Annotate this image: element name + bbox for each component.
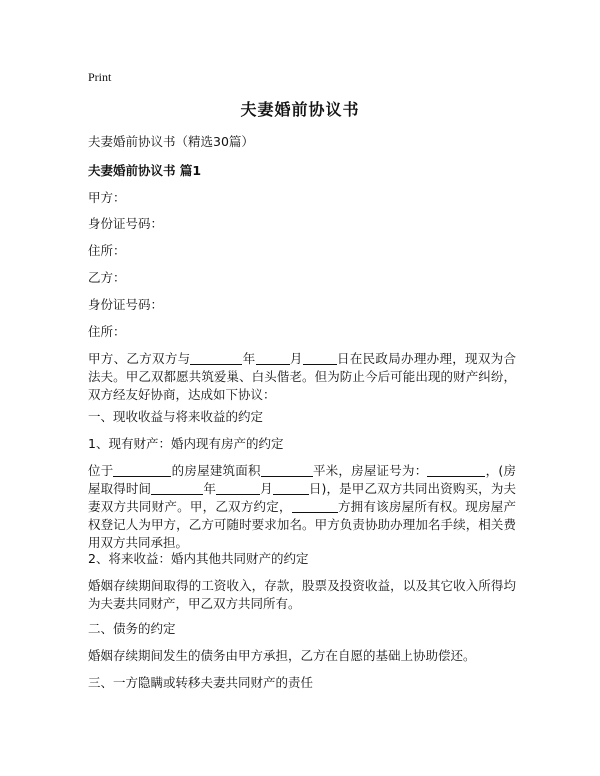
house-text: ，(房屋取得时间 [88,463,516,496]
blank-line [151,482,203,495]
intro-text: 月 [289,351,303,366]
clause-heading: 一、现收收益与将来收益的约定 [88,409,264,424]
blank-line [273,482,309,495]
intro-text: 年 [242,351,256,366]
house-text: 日)，是甲乙双方共同出资购买，为夫妻双方共同财产。甲，乙双方约定， [88,481,516,514]
intro-paragraph [88,350,516,404]
blank-line [256,352,290,365]
house-text: 月 [259,481,273,496]
blank-line [216,482,260,495]
house-text: 的房屋建筑面积 [171,463,261,478]
party-a-id-label: 身份证号码： [88,216,164,231]
clause-heading: 三、一方隐瞒或转移夫妻共同财产的责任 [88,675,314,690]
party-b-id-label: 身份证号码： [88,297,164,312]
blank-line [303,352,337,365]
house-text: 位于 [88,463,114,478]
print-link[interactable]: Print [88,70,112,84]
party-b-label: 乙方： [88,270,126,285]
clause-subheading: 1、现有财产：婚内现有房产的约定 [88,436,284,451]
house-text: 方拥有该房屋所有权。现房屋产权登记人为甲方，乙方可随时要求加名。甲方负责协助办理加名手续，相关费用双方共同承担。 [88,499,516,550]
house-paragraph [88,462,516,552]
intro-text: 日在民政局办理办理，现双为合法夫。甲乙双都愿共筑爱巢、白头偕老。但为防止今后可能出现的财产纠纷，双方经友好协商，达成如下协议： [88,351,516,402]
debt-paragraph: 婚姻存续期间发生的债务由甲方承担，乙方在自愿的基础上协助偿还。 [88,648,476,663]
house-text: 年 [203,481,216,496]
blank-line [261,464,313,477]
blank-line [292,500,338,513]
future-income-paragraph: 婚姻存续期间取得的工资收入，存款，股票及投资收益，以及其它收入所得均为夫妻共同财产，甲乙双方共同所有。 [88,578,516,611]
subtitle: 夫妻婚前协议书（精选30篇） [88,134,254,149]
blank-line [113,464,171,477]
section-heading: 夫妻婚前协议书 篇1 [88,163,202,178]
blank-line [190,352,242,365]
party-a-label: 甲方： [88,190,126,205]
clause-subheading: 2、将来收益：婚内其他共同财产的约定 [88,551,309,566]
page-title: 夫妻婚前协议书 [240,100,360,119]
party-a-address-label: 住所： [88,243,126,258]
intro-text: 甲方、乙方双方与 [88,351,191,366]
clause-heading: 二、债务的约定 [88,621,176,636]
party-b-address-label: 住所： [88,324,126,339]
house-text: 平米，房屋证号为： [312,463,428,478]
blank-line [427,464,485,477]
